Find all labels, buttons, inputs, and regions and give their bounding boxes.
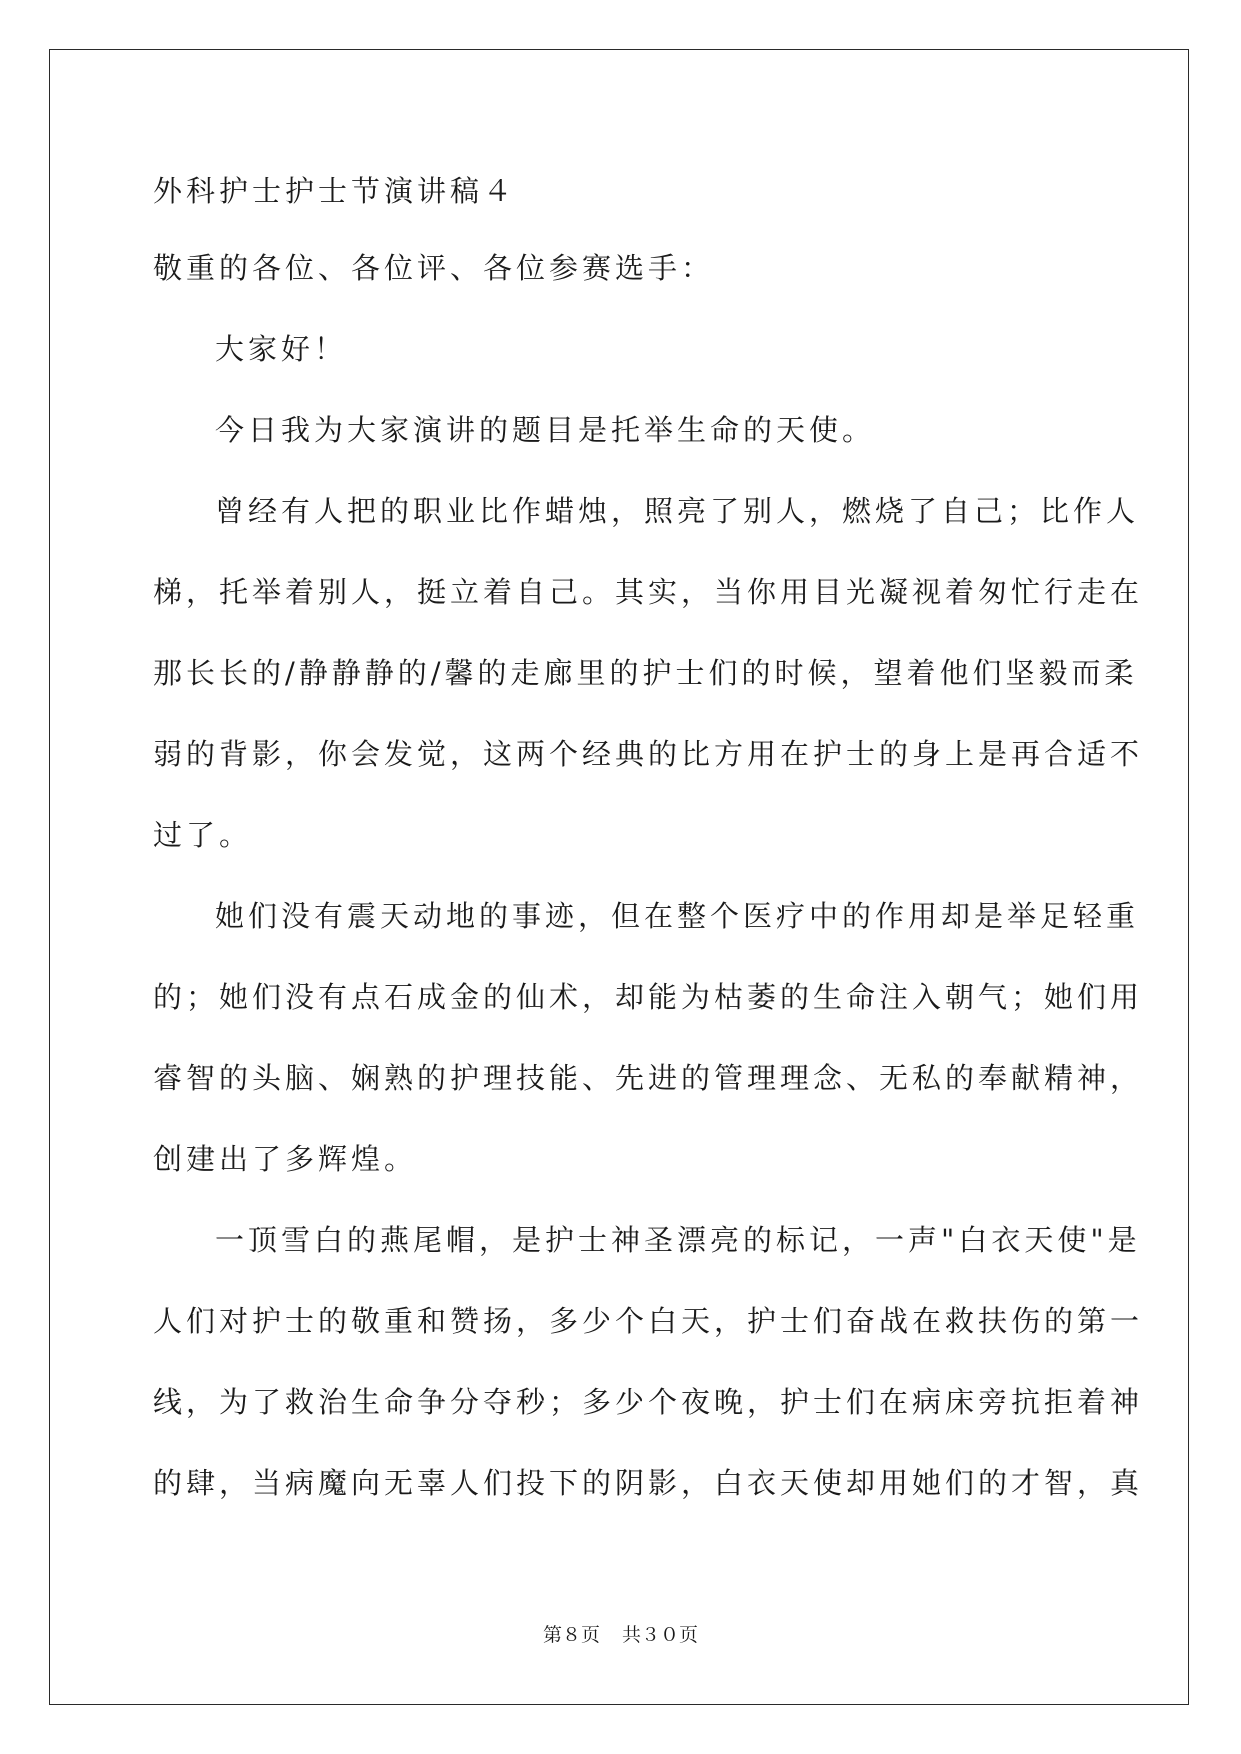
paragraph-line: 睿智的头脑、娴熟的护理技能、先进的管理理念、无私的奉献精神，	[153, 1061, 1144, 1095]
paragraph-line: 一顶雪白的燕尾帽，是护士神圣漂亮的标记，一声"白衣天使"是	[215, 1223, 1141, 1257]
document-body	[153, 154, 1144, 1524]
paragraph-line: 梯，托举着别人，挺立着自己。其实，当你用目光凝视着匆忙行走在	[153, 575, 1144, 609]
paragraph-line: 的肆，当病魔向无辜人们投下的阴影，白衣天使却用她们的才智，真	[153, 1466, 1144, 1500]
salutation-line: 敬重的各位、各位评、各位参赛选手：	[153, 251, 715, 285]
greeting-line: 大家好！	[215, 332, 348, 366]
paragraph-line: 她们没有震天动地的事迹，但在整个医疗中的作用却是举足轻重	[215, 899, 1140, 933]
page-number: 第８页	[542, 1624, 600, 1646]
document-title: 外科护士护士节演讲稿４	[153, 174, 517, 208]
paragraph-line: 人们对护士的敬重和赞扬，多少个白天，护士们奋战在救扶伤的第一	[153, 1304, 1144, 1338]
paragraph-line: 弱的背影，你会发觉，这两个经典的比方用在护士的身上是再合适不	[153, 737, 1144, 771]
paragraph-line: 线，为了救治生命争分夺秒；多少个夜晚，护士们在病床旁抗拒着神	[153, 1385, 1144, 1419]
paragraph-line: 今日我为大家演讲的题目是托举生命的天使。	[215, 413, 876, 447]
paragraph-line: 过了。	[153, 818, 253, 852]
paragraph-line: 那长长的/静静静的/馨的走廊里的护士们的时候，望着他们坚毅而柔	[153, 656, 1138, 690]
page-total: 共３０页	[622, 1624, 699, 1646]
paragraph-line: 曾经有人把的职业比作蜡烛，照亮了别人，燃烧了自己；比作人	[215, 494, 1140, 528]
paragraph-line: 的；她们没有点石成金的仙术，却能为枯萎的生命注入朝气；她们用	[153, 980, 1144, 1014]
paragraph-line: 创建出了多辉煌。	[153, 1142, 418, 1176]
page-footer	[0, 1620, 1241, 1647]
